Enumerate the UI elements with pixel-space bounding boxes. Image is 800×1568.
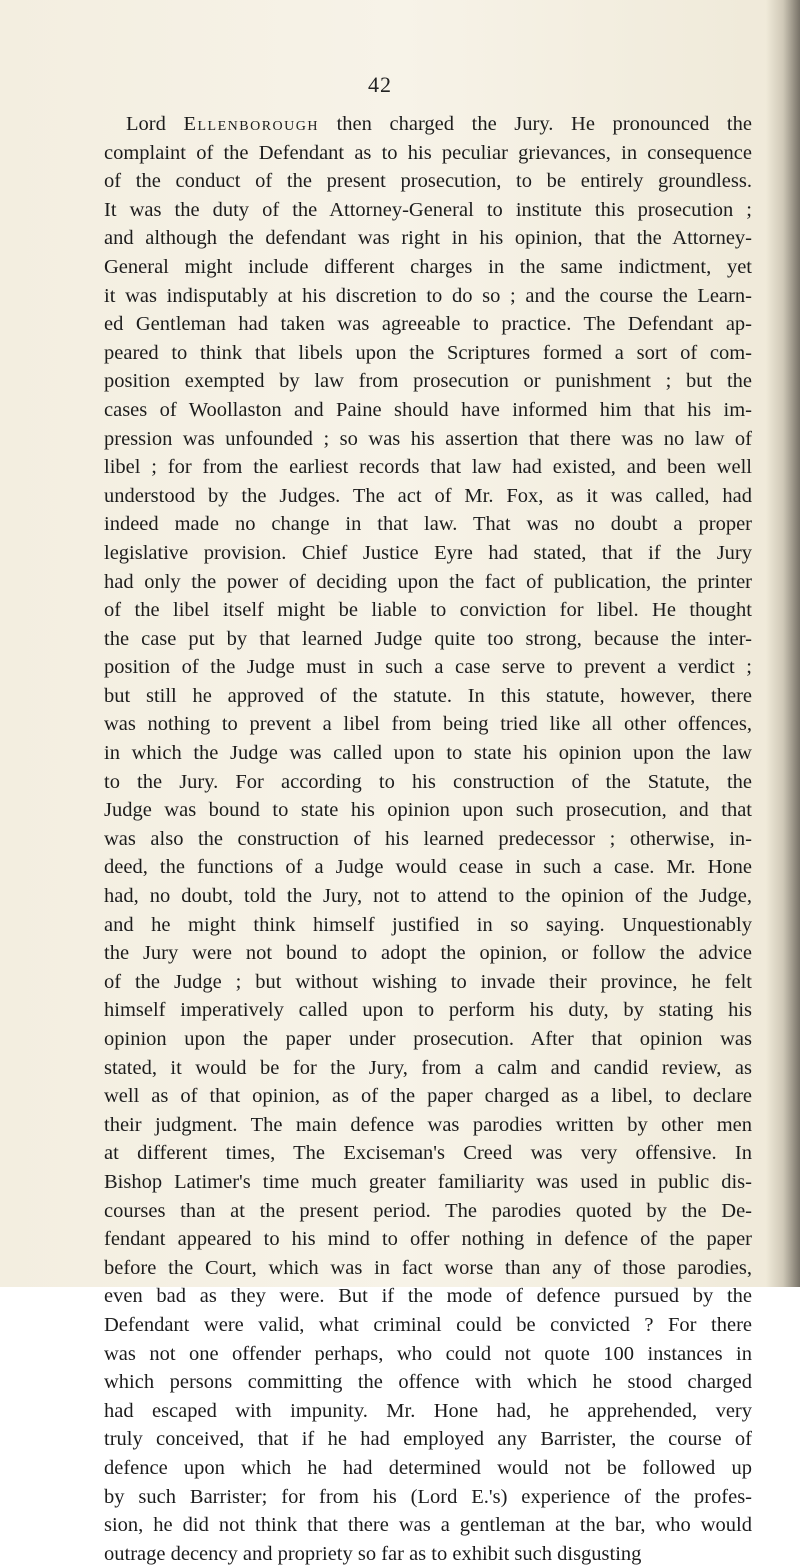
text-line: and he might think himself justified in so saying. Unquestionably [104, 913, 752, 936]
text-line-last: outrage decency and propriety so far as to exhibit such disgusting [104, 1542, 642, 1565]
text-line: Defendant were valid, what criminal could be convicted ? For there [104, 1313, 752, 1336]
text-line: by such Barrister; for from his (Lord E.'s) experience of the profes- [104, 1485, 752, 1508]
text-line: was not one offender perhaps, who could not quote 100 instances in [104, 1342, 752, 1365]
text-line: of the libel itself might be liable to conviction for libel. He thought [104, 599, 752, 622]
text-line: truly conceived, that if he had employed any Barrister, the course of [104, 1428, 752, 1451]
binding-shadow [766, 0, 800, 1287]
text-line: Bishop Latimer's time much greater familiarity was used in public dis- [104, 1170, 752, 1193]
text-line: their judgment. The main defence was parodies written by other men [104, 1113, 752, 1136]
text-line: sion, he did not think that there was a gentleman at the bar, who would [104, 1514, 752, 1537]
page-number: 42 [368, 72, 392, 97]
text-line: before the Court, which was in fact worse than any of those parodies, [104, 1256, 752, 1279]
line-tail: then charged the Jury. He pronounced the [318, 113, 752, 135]
text-line: was nothing to prevent a libel from being tried like all other offences, [104, 713, 752, 736]
text-line-first [104, 110, 752, 139]
text-line: courses than at the present period. The parodies quoted by the De- [104, 1199, 752, 1222]
text-line: was also the construction of his learned predecessor ; otherwise, in- [104, 827, 752, 850]
text-line: pression was unfounded ; so was his assertion that there was no law of [104, 427, 752, 450]
text-line: position exempted by law from prosecution or punishment ; but the [104, 370, 752, 393]
text-line: of the Judge ; but without wishing to invade their province, he felt [104, 970, 752, 993]
text-line: cases of Woollaston and Paine should have informed him that his im- [104, 398, 752, 421]
text-line: to the Jury. For according to his construction of the Statute, the [104, 770, 752, 793]
text-line: opinion upon the paper under prosecution. After that opinion was [104, 1028, 752, 1050]
text-line: ed Gentleman had taken was agreeable to practice. The Defendant ap- [104, 313, 752, 336]
text-line: General might include different charges in the same indictment, yet [104, 255, 752, 278]
text-line: had, no doubt, told the Jury, not to attend to the opinion of the Judge, [104, 885, 752, 908]
text-line: had only the power of deciding upon the fact of publication, the printer [104, 570, 752, 593]
text-line: well as of that opinion, as of the paper charged as a libel, to declare [104, 1085, 752, 1108]
text-line: of the conduct of the present prosecution, to be entirely groundless. [104, 170, 752, 193]
text-line: defence upon which he had determined would not be followed up [104, 1456, 752, 1479]
text-line: at different times, The Exciseman's Creed was very offensive. In [104, 1142, 752, 1165]
text-line: indeed made no change in that law. That was no doubt a proper [104, 513, 752, 536]
text-line: Judge was bound to state his opinion upon such prosecution, and that [104, 799, 752, 822]
text-line: which persons committing the offence with which he stood charged [104, 1371, 752, 1394]
text-line: complaint of the Defendant as to his peculiar grievances, in consequence [104, 141, 752, 164]
text-line: position of the Judge must in such a case serve to prevent a verdict ; [104, 656, 752, 679]
text-line: and although the defendant was right in his opinion, that the Attorney- [104, 227, 752, 250]
speaker-name: Ellenborough [183, 113, 319, 135]
text-line: even bad as they were. But if the mode of defence pursued by the [104, 1285, 752, 1308]
text-line: stated, it would be for the Jury, from a calm and candid review, as [104, 1056, 752, 1079]
text-line: It was the duty of the Attorney-General to institute this prosecution ; [104, 198, 752, 221]
text-line: the Jury were not bound to adopt the opinion, or follow the advice [104, 942, 752, 965]
body-text [104, 110, 752, 1568]
line-lead-word: Lord [126, 113, 184, 135]
text-line: peared to think that libels upon the Scriptures formed a sort of com- [104, 341, 752, 364]
text-line: legislative provision. Chief Justice Eyre had stated, that if the Jury [104, 541, 752, 564]
text-line: deed, the functions of a Judge would cease in such a case. Mr. Hone [104, 856, 752, 879]
text-line: it was indisputably at his discretion to do so ; and the course the Learn- [104, 284, 752, 307]
text-line: fendant appeared to his mind to offer nothing in defence of the paper [104, 1228, 752, 1251]
text-line: understood by the Judges. The act of Mr. Fox, as it was called, had [104, 484, 752, 507]
text-line: but still he approved of the statute. In this statute, however, there [104, 684, 752, 707]
text-line: himself imperatively called upon to perform his duty, by stating his [104, 999, 752, 1022]
text-line: libel ; for from the earliest records that law had existed, and been well [104, 456, 752, 479]
text-line: in which the Judge was called upon to state his opinion upon the law [104, 742, 752, 765]
text-line: had escaped with impunity. Mr. Hone had, he apprehended, very [104, 1399, 752, 1422]
text-line: the case put by that learned Judge quite too strong, because the inter- [104, 627, 752, 650]
